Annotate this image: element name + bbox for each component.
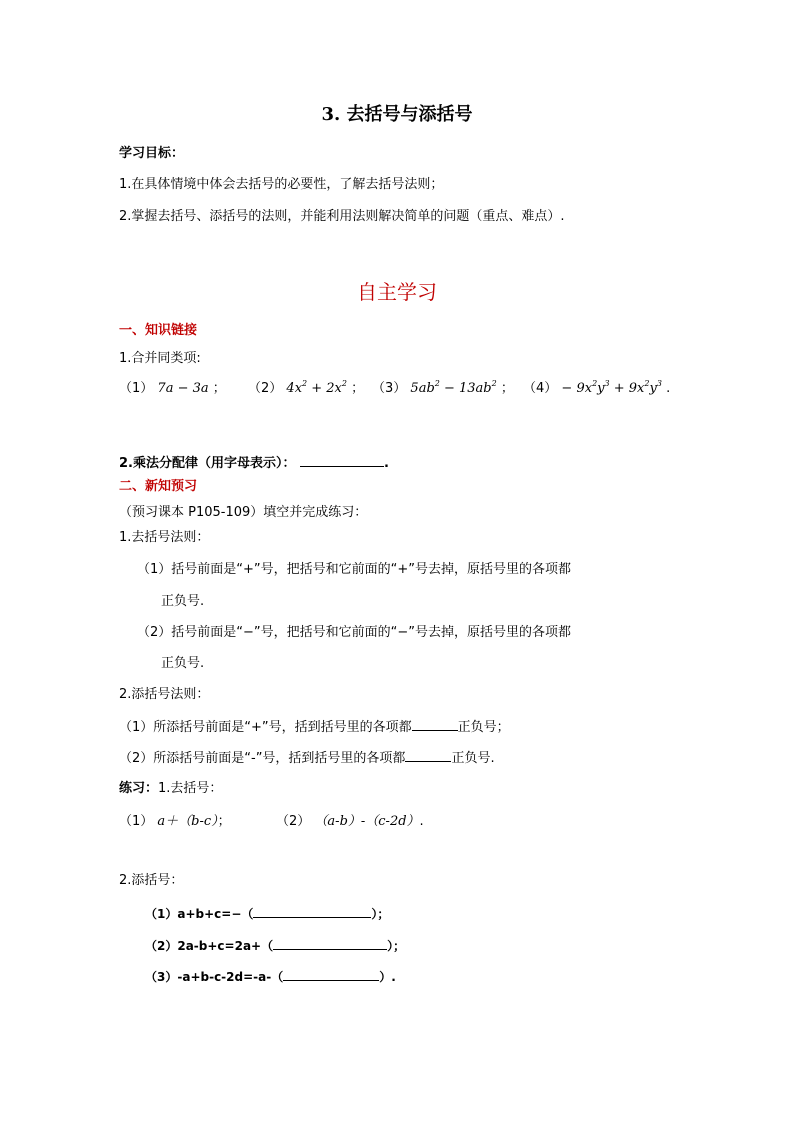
practice-q1-label: 1.去括号：	[158, 781, 223, 796]
part1-q1-label: 1.合并同类项:	[119, 351, 201, 366]
rule1-heading: 1.去括号法则：	[119, 530, 210, 545]
exercise-expression: − $9x^2y^3 + 9x^2y^3$	[561, 379, 662, 396]
practice-item-tail: .	[419, 814, 424, 829]
practice-q1-item-1	[119, 813, 231, 831]
rule2-item-2	[119, 748, 495, 768]
practice-q2-item-2	[145, 936, 405, 955]
part1-q2	[119, 453, 389, 473]
objective-1: 1.在具体情境中体会去括号的必要性，了解去括号法则；	[119, 177, 444, 192]
objective-2: 2.掌握去括号、添括号的法则，并能利用法则解决简单的问题（重点、难点）.	[119, 209, 565, 224]
part2-intro: （预习课本 P105-109）填空并完成练习：	[119, 505, 368, 520]
part1-q2-label: 2.乘法分配律（用字母表示）：	[119, 456, 296, 471]
practice-item-expression: a＋（b-c）	[157, 814, 218, 829]
rule1-item-1-cont: 正负号.	[161, 594, 205, 609]
objectives-heading: 学习目标：	[119, 146, 185, 161]
rule2-item-text: （2）所添括号前面是“-”号，括到括号里的各项都	[119, 751, 406, 766]
exercise-3	[372, 380, 514, 398]
rule2-heading: 2.添括号法则：	[119, 687, 210, 702]
practice-item-tail: ）；	[387, 939, 406, 953]
practice-item-tail: ；	[217, 814, 231, 829]
rule2-item-text: （1）所添括号前面是“+”号，括到括号里的各项都	[119, 720, 412, 735]
practice-q1-item-2	[276, 813, 424, 831]
practice-q2-item-1	[145, 904, 389, 923]
practice-item-tail: ）.	[379, 970, 396, 984]
answer-blank[interactable]	[300, 453, 384, 467]
answer-blank[interactable]	[253, 904, 371, 918]
practice-line	[119, 780, 222, 798]
exercise-expression: $4x^2 + 2x^2$	[286, 379, 347, 396]
answer-blank[interactable]	[273, 936, 387, 950]
practice-item-label: （2）	[145, 939, 178, 953]
exercise-separator: ；	[500, 381, 514, 396]
exercise-label: （2）	[248, 381, 283, 396]
answer-blank[interactable]	[405, 748, 451, 762]
practice-item-label: （3）	[145, 970, 178, 984]
practice-q2-item-3	[145, 967, 396, 986]
exercise-expression: $5ab^2 - 13ab^2$	[410, 379, 497, 396]
section-heading: 自主学习	[357, 280, 437, 304]
page-title: 3. 去括号与添括号	[321, 104, 473, 125]
practice-q2-label: 2.添括号：	[119, 873, 184, 888]
practice-item-expression: -a+b-c-2d=-a-（	[177, 970, 284, 984]
practice-item-label: （1）	[145, 907, 178, 921]
exercise-4	[523, 380, 670, 398]
part1-heading: 一、知识链接	[119, 323, 198, 338]
rule1-item-2-cont: 正负号.	[161, 656, 205, 671]
exercise-1	[119, 380, 226, 398]
practice-item-label: （1）	[119, 814, 154, 829]
rule2-item-1	[119, 717, 510, 737]
practice-item-expression: （a-b）-（c-2d）	[314, 814, 420, 829]
exercise-label: （3）	[372, 381, 407, 396]
exercise-separator: ；	[212, 381, 226, 396]
rule2-item-tail: 正负号；	[457, 720, 510, 735]
exercise-2	[248, 380, 364, 398]
exercise-label: （4）	[523, 381, 558, 396]
practice-item-label: （2）	[276, 814, 311, 829]
practice-item-expression: a+b+c=−（	[177, 907, 254, 921]
exercise-separator: ；	[351, 381, 365, 396]
rule1-item-1: （1）括号前面是“+”号，把括号和它前面的“+”号去掉，原括号里的各项都	[137, 562, 571, 577]
exercise-label: （1）	[119, 381, 154, 396]
rule2-item-tail: 正负号.	[451, 751, 495, 766]
practice-item-tail: ）；	[371, 907, 390, 921]
rule1-item-2: （2）括号前面是“−”号，把括号和它前面的“−”号去掉，原括号里的各项都	[137, 625, 571, 640]
exercise-expression: 7a − 3a	[157, 381, 209, 396]
answer-blank[interactable]	[412, 717, 458, 731]
practice-heading: 练习：	[119, 781, 159, 796]
answer-blank[interactable]	[283, 967, 379, 981]
practice-item-expression: 2a-b+c=2a+（	[177, 939, 274, 953]
part1-q2-tail: .	[384, 456, 389, 471]
exercise-separator: .	[666, 381, 671, 396]
part2-heading: 二、新知预习	[119, 479, 198, 494]
